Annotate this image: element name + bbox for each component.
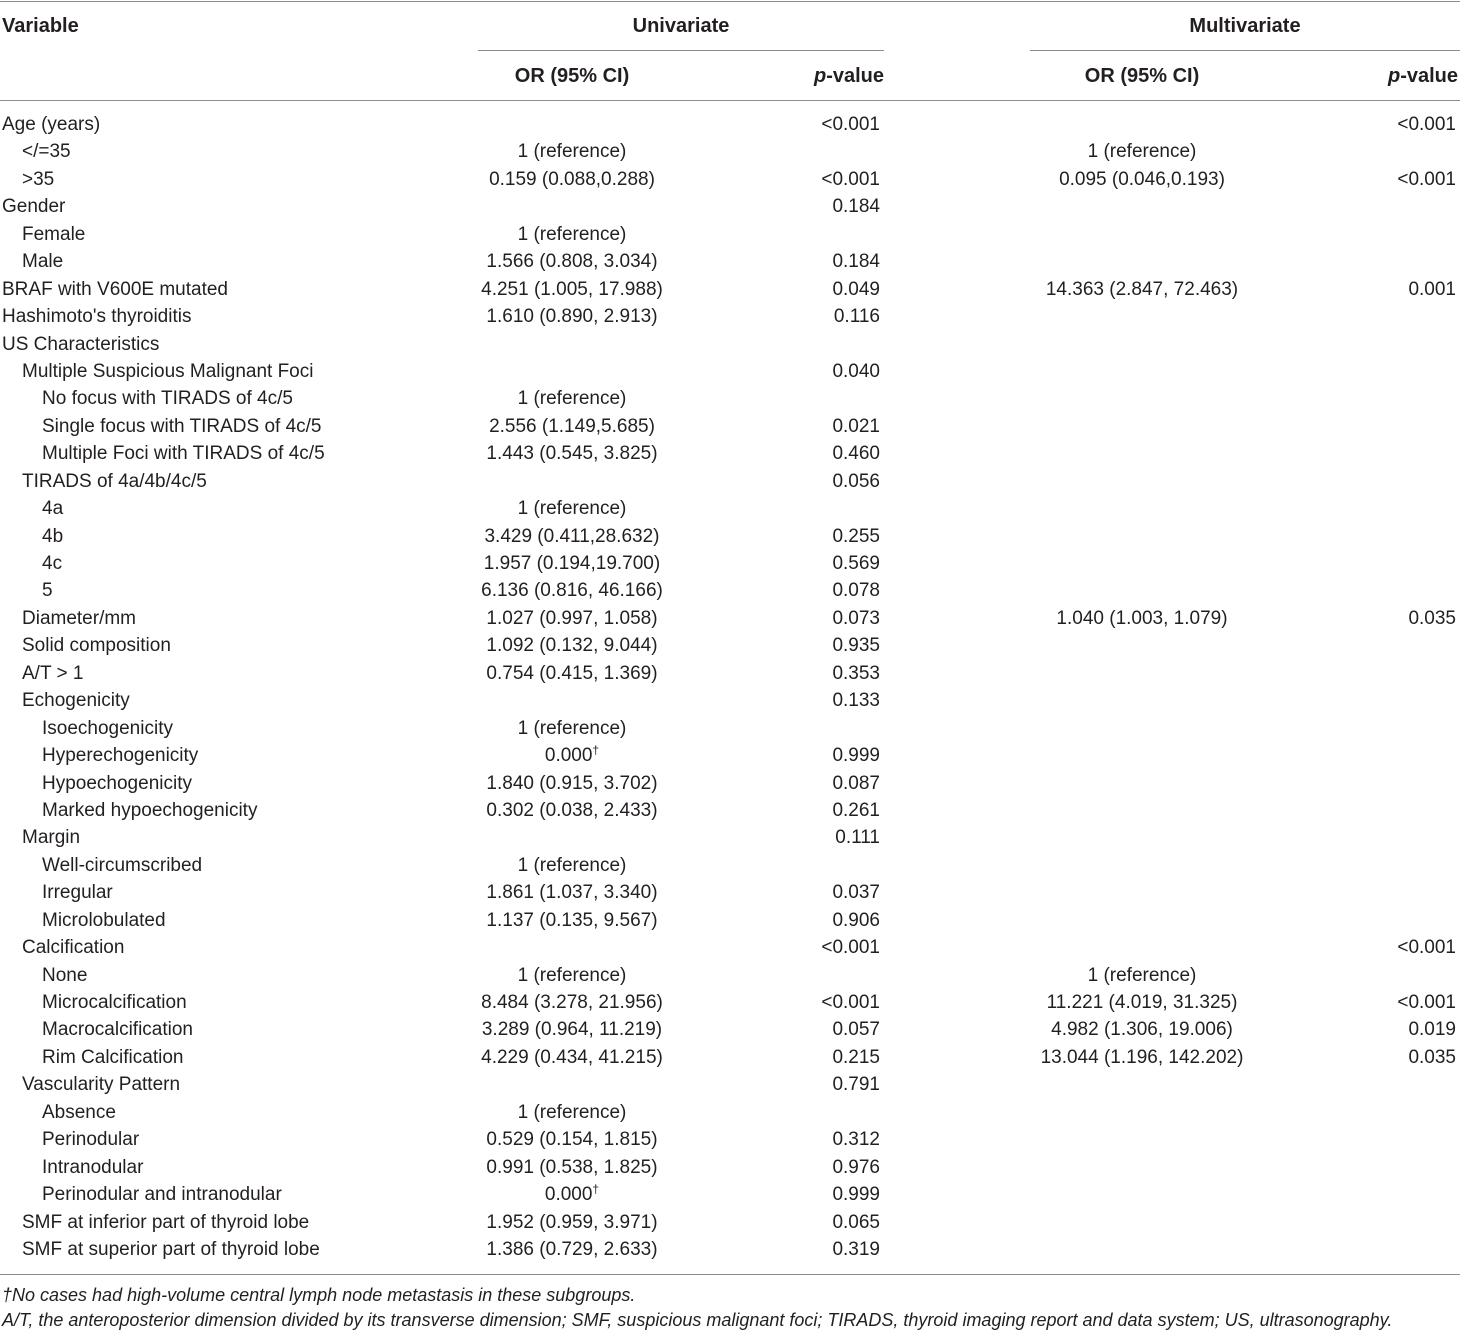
variable-cell: Microlobulated xyxy=(42,909,166,931)
table-row xyxy=(0,715,1460,742)
multivariate-p-cell: 0.035 xyxy=(1408,607,1456,629)
univariate-p-cell: 0.065 xyxy=(832,1211,880,1233)
table-row xyxy=(0,1071,1460,1098)
variable-cell: </=35 xyxy=(22,141,71,163)
variable-cell: Perinodular xyxy=(42,1129,140,1151)
univariate-p-cell: 0.255 xyxy=(832,525,880,547)
table-row xyxy=(0,907,1460,934)
table-row xyxy=(0,824,1460,851)
table-row xyxy=(0,221,1460,248)
univariate-p-cell: 0.319 xyxy=(832,1238,880,1260)
table-row xyxy=(0,1181,1460,1208)
univariate-or-cell: 0.302 (0.038, 2.433) xyxy=(486,799,658,821)
univariate-p-cell: 0.935 xyxy=(832,635,880,657)
univariate-or-cell: 6.136 (0.816, 46.166) xyxy=(481,580,663,602)
variable-cell: Multiple Foci with TIRADS of 4c/5 xyxy=(42,443,325,465)
variable-cell: Vascularity Pattern xyxy=(22,1074,181,1096)
variable-cell: None xyxy=(42,964,88,986)
multivariate-or-cell: 13.044 (1.196, 142.202) xyxy=(1040,1046,1244,1068)
variable-cell: Male xyxy=(22,251,64,273)
table-row xyxy=(0,248,1460,275)
univariate-or-cell: 1.840 (0.915, 3.702) xyxy=(486,772,658,794)
univariate-or-cell: 1.092 (0.132, 9.044) xyxy=(486,635,658,657)
variable-cell: Absence xyxy=(42,1101,116,1123)
variable-cell: Age (years) xyxy=(2,114,101,135)
univariate-p-cell: 0.056 xyxy=(832,470,880,492)
univariate-p-cell: 0.215 xyxy=(832,1046,880,1068)
univariate-p-cell: 0.021 xyxy=(832,415,880,437)
variable-cell: Single focus with TIRADS of 4c/5 xyxy=(42,415,322,437)
multivariate-p-cell: 0.035 xyxy=(1408,1046,1456,1068)
univariate-span-rule xyxy=(478,50,884,51)
univariate-p-cell: 0.116 xyxy=(833,306,880,328)
dagger-footnote: †No cases had high-volume central lymph node metastasis in these subgroups. xyxy=(2,1285,636,1305)
univariate-or-cell: 0.159 (0.088,0.288) xyxy=(489,168,655,190)
table-row xyxy=(0,440,1460,467)
univariate-or-cell: 1 (reference) xyxy=(517,1101,627,1123)
variable-cell: Marked hypoechogenicity xyxy=(42,799,258,821)
table-row xyxy=(0,358,1460,385)
univariate-p-cell: 0.087 xyxy=(832,772,880,794)
table-row xyxy=(0,632,1460,659)
multivariate-or-cell: 11.221 (4.019, 31.325) xyxy=(1046,992,1238,1013)
variable-cell: Gender xyxy=(2,196,66,218)
multivariate-p-cell: <0.001 xyxy=(1397,168,1456,190)
univariate-p-cell: 0.353 xyxy=(832,662,880,684)
table-row xyxy=(0,660,1460,687)
multivariate-or-cell: 14.363 (2.847, 72.463) xyxy=(1045,278,1239,300)
table-row xyxy=(0,797,1460,824)
multivariate-p-cell: 0.019 xyxy=(1408,1019,1456,1041)
variable-cell: 5 xyxy=(42,580,53,602)
univariate-or-cell xyxy=(478,1181,666,1208)
univariate-or-cell: 1.027 (0.997, 1.058) xyxy=(486,607,658,629)
variable-cell: Hyperechogenicity xyxy=(42,745,199,767)
variable-cell: Calcification xyxy=(22,937,125,959)
univariate-p-cell: 0.057 xyxy=(832,1019,880,1041)
variable-cell: Microcalcification xyxy=(42,992,187,1013)
variable-cell: 4b xyxy=(42,525,64,547)
table-body xyxy=(0,111,1460,1263)
multivariate-or-cell: 0.095 (0.046,0.193) xyxy=(1059,168,1225,190)
p-suffix: -value xyxy=(826,65,884,87)
variable-cell: Rim Calcification xyxy=(42,1046,184,1068)
univariate-p-cell: 0.184 xyxy=(832,196,880,218)
variable-cell: SMF at inferior part of thyroid lobe xyxy=(22,1211,310,1233)
univariate-p-cell: 0.460 xyxy=(832,443,880,465)
table-top-rule xyxy=(0,1,1460,2)
variable-cell: Hashimoto's thyroiditis xyxy=(2,306,192,328)
table-row xyxy=(0,1126,1460,1153)
variable-cell: Diameter/mm xyxy=(22,607,137,629)
univariate-or-cell xyxy=(478,742,666,769)
multivariate-or-cell: 1 (reference) xyxy=(1087,141,1197,163)
variable-cell: 4c xyxy=(42,553,63,574)
table-row xyxy=(0,742,1460,769)
univariate-p-cell: 0.312 xyxy=(832,1129,880,1151)
table-row xyxy=(0,303,1460,330)
variable-cell: A/T > 1 xyxy=(22,662,84,684)
variable-cell: Perinodular and intranodular xyxy=(42,1184,282,1206)
dagger-mark: † xyxy=(592,1182,600,1197)
variable-cell: No focus with TIRADS of 4c/5 xyxy=(42,388,293,410)
multivariate-or-header: OR (95% CI) xyxy=(1084,65,1200,87)
variable-cell: Multiple Suspicious Malignant Foci xyxy=(22,360,314,382)
univariate-or-cell: 1.957 (0.194,19.700) xyxy=(483,553,661,574)
variable-cell: BRAF with V600E mutated xyxy=(2,278,228,300)
univariate-p-cell: <0.001 xyxy=(821,992,880,1013)
table-row xyxy=(0,111,1460,138)
table-row xyxy=(0,385,1460,412)
table-row xyxy=(0,879,1460,906)
table-row xyxy=(0,577,1460,604)
multivariate-or-cell: 1 (reference) xyxy=(1087,964,1197,986)
multivariate-or-cell: 4.982 (1.306, 19.006) xyxy=(1051,1019,1233,1041)
univariate-p-cell: 0.999 xyxy=(832,1184,880,1206)
univariate-or-cell: 1 (reference) xyxy=(517,498,627,520)
header-bottom-rule xyxy=(0,100,1460,101)
univariate-or-cell: 3.429 (0.411,28.632) xyxy=(484,525,660,547)
univariate-or-cell: 1 (reference) xyxy=(517,223,627,245)
univariate-p-cell: 0.569 xyxy=(832,553,880,574)
variable-cell: Intranodular xyxy=(42,1156,144,1178)
variable-cell: Echogenicity xyxy=(22,690,130,712)
univariate-or-cell: 1 (reference) xyxy=(517,854,627,876)
variable-cell: Isoechogenicity xyxy=(42,717,173,739)
variable-cell: Margin xyxy=(22,827,81,849)
table-row xyxy=(0,1236,1460,1263)
univariate-or-cell: 0.754 (0.415, 1.369) xyxy=(486,662,658,684)
univariate-or-header: OR (95% CI) xyxy=(514,65,630,87)
univariate-p-cell: 0.040 xyxy=(832,360,880,382)
univariate-or-cell: 0.991 (0.538, 1.825) xyxy=(486,1156,658,1178)
table-row xyxy=(0,989,1460,1016)
univariate-or-cell: 3.289 (0.964, 11.219) xyxy=(481,1019,663,1041)
or-value: 0.000 xyxy=(544,1184,593,1206)
univariate-p-cell: <0.001 xyxy=(821,168,880,190)
univariate-or-cell: 1.566 (0.808, 3.034) xyxy=(486,251,658,273)
variable-cell: Hypoechogenicity xyxy=(42,772,192,794)
variable-cell: Solid composition xyxy=(22,635,171,657)
univariate-or-cell: 0.529 (0.154, 1.815) xyxy=(486,1129,658,1151)
univariate-p-cell: 0.078 xyxy=(832,580,880,602)
univariate-p-cell: <0.001 xyxy=(821,114,880,135)
variable-cell: US Characteristics xyxy=(2,333,160,355)
univariate-p-cell: 0.906 xyxy=(832,909,880,931)
variable-cell: 4a xyxy=(42,498,64,520)
multivariate-p-header xyxy=(1350,64,1458,88)
table-row xyxy=(0,1099,1460,1126)
univariate-p-cell: 0.133 xyxy=(832,690,880,712)
variable-cell: Female xyxy=(22,223,86,245)
table-row xyxy=(0,962,1460,989)
table-row xyxy=(0,687,1460,714)
table-row xyxy=(0,1209,1460,1236)
table-row xyxy=(0,523,1460,550)
multivariate-header: Multivariate xyxy=(1189,15,1301,37)
multivariate-p-cell: <0.001 xyxy=(1397,937,1456,959)
univariate-p-cell: 0.184 xyxy=(832,251,880,273)
table-row xyxy=(0,934,1460,961)
univariate-p-cell: 0.261 xyxy=(832,799,880,821)
table-row xyxy=(0,605,1460,632)
univariate-or-cell: 1.443 (0.545, 3.825) xyxy=(486,443,658,465)
univariate-or-cell: 1.137 (0.135, 9.567) xyxy=(486,909,658,931)
univariate-p-cell: <0.001 xyxy=(821,937,880,959)
table-row xyxy=(0,1016,1460,1043)
table-row xyxy=(0,770,1460,797)
table-row xyxy=(0,331,1460,358)
p-italic: p xyxy=(813,65,827,87)
variable-header: Variable xyxy=(2,15,79,37)
p-suffix: -value xyxy=(1400,65,1458,87)
univariate-p-cell: 0.791 xyxy=(832,1074,880,1096)
univariate-or-cell: 4.229 (0.434, 41.215) xyxy=(481,1046,663,1068)
table-row xyxy=(0,413,1460,440)
univariate-or-cell: 2.556 (1.149,5.685) xyxy=(489,415,655,437)
variable-cell: Irregular xyxy=(42,882,113,904)
univariate-or-cell: 1 (reference) xyxy=(517,964,627,986)
variable-cell: TIRADS of 4a/4b/4c/5 xyxy=(22,470,207,492)
or-value: 0.000 xyxy=(544,745,593,767)
variable-cell: Well-circumscribed xyxy=(42,854,203,876)
variable-cell: >35 xyxy=(22,168,55,190)
table-row xyxy=(0,852,1460,879)
table-row xyxy=(0,1044,1460,1071)
table-row xyxy=(0,1154,1460,1181)
multivariate-span-rule xyxy=(1030,50,1460,51)
multivariate-p-cell: <0.001 xyxy=(1397,992,1456,1013)
univariate-or-cell: 1.861 (1.037, 3.340) xyxy=(486,882,658,904)
univariate-or-cell: 4.251 (1.005, 17.988) xyxy=(481,278,663,300)
univariate-p-header xyxy=(780,64,884,88)
univariate-or-cell: 1.952 (0.959, 3.971) xyxy=(486,1211,658,1233)
p-italic: p xyxy=(1387,65,1401,87)
univariate-p-cell: 0.976 xyxy=(832,1156,880,1178)
dagger-mark: † xyxy=(592,743,600,758)
univariate-p-cell: 0.073 xyxy=(832,607,880,629)
univariate-p-cell: 0.111 xyxy=(835,827,880,849)
multivariate-or-cell: 1.040 (1.003, 1.079) xyxy=(1056,607,1228,629)
univariate-or-cell: 1.610 (0.890, 2.913) xyxy=(486,306,658,328)
multivariate-p-cell: 0.001 xyxy=(1408,278,1456,300)
univariate-or-cell: 1 (reference) xyxy=(517,717,627,739)
table-bottom-rule xyxy=(0,1274,1460,1275)
univariate-or-cell: 1 (reference) xyxy=(517,388,627,410)
univariate-p-cell: 0.999 xyxy=(832,745,880,767)
table-row xyxy=(0,468,1460,495)
univariate-header: Univariate xyxy=(632,15,730,37)
univariate-p-cell: 0.049 xyxy=(832,278,880,300)
univariate-or-cell: 1 (reference) xyxy=(517,141,627,163)
table-row xyxy=(0,166,1460,193)
univariate-or-cell: 8.484 (3.278, 21.956) xyxy=(481,992,663,1013)
univariate-p-cell: 0.037 xyxy=(832,882,880,904)
table-row xyxy=(0,276,1460,303)
table-row xyxy=(0,550,1460,577)
table-row xyxy=(0,193,1460,220)
variable-cell: Macrocalcification xyxy=(42,1019,193,1041)
univariate-or-cell: 1.386 (0.729, 2.633) xyxy=(486,1238,658,1260)
multivariate-p-cell: <0.001 xyxy=(1397,114,1456,135)
table-row xyxy=(0,138,1460,165)
variable-cell: SMF at superior part of thyroid lobe xyxy=(22,1238,320,1260)
table-row xyxy=(0,495,1460,522)
abbreviations-footnote: A/T, the anteroposterior dimension divided by its transverse dimension; SMF, suspicious malignant foci; TIRADS, thyroid imaging report and data system; US, ultrasonography. xyxy=(2,1310,1393,1330)
